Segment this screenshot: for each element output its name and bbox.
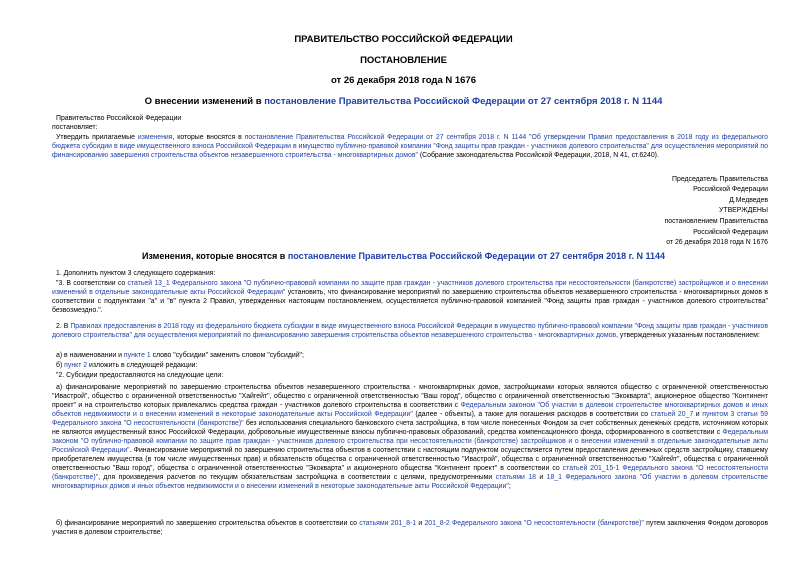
- approved-line-3: Российской Федерации: [693, 229, 768, 236]
- preamble-line-2: постановляет:: [52, 124, 98, 131]
- subparagraph-a: [52, 383, 768, 491]
- doc-type-heading: ПОСТАНОВЛЕНИЕ: [360, 55, 447, 66]
- changes-heading-prefix: Изменения, которые вносятся в: [141, 251, 288, 261]
- p1-text-a: Утвердить прилагаемые: [56, 134, 138, 141]
- para-a-link-5[interactable]: статьей 201_15-1 Федерального закона "О несостоятельности (банкротстве)": [52, 465, 768, 481]
- signature-name: Д.Медведев: [729, 197, 768, 204]
- p1-text-b: , которые вносятся в: [172, 134, 245, 141]
- para-a-text-2: (далее - объекты), а также для погашения расходов в соответствии со: [412, 411, 651, 418]
- subparagraph-b: [52, 519, 768, 537]
- item2a-text-a: а) в наименовании и: [56, 352, 124, 359]
- para-a-text-5: . Финансирование мероприятий по завершению строительства объектов в соответствии с настоящим подпунктом осуществляется путем предоставления денежных средств застройщику, ставшему приобретателем имущества (в том числе имущественных прав) и обязательств общества с ограниченной ответственностью "Ивастрой", общества с ограниченной ответственностью "Хайгейт", общества с ограниченной ответственностью "Ваш город", общества с ограниченной ответственностью "Экокварта" и акционерного общества "Континент проект" в соответствии со: [52, 447, 769, 472]
- approved-line-4: от 26 декабря 2018 года N 1676: [666, 239, 768, 246]
- item-2b: [56, 362, 197, 370]
- para-b-text-2: и: [416, 520, 425, 527]
- item2b-text-a: б): [56, 362, 65, 369]
- item2b-link[interactable]: пункт 2: [64, 362, 88, 369]
- item2a-link[interactable]: пункте 1: [123, 352, 151, 359]
- para-a-text-3: и: [693, 411, 703, 418]
- para-a-link-6[interactable]: статьями 18: [495, 474, 536, 481]
- item1-quote-link[interactable]: статьей 13_1 Федерального закона "О публично-правовой компании по защите прав граждан - участников долевого строительства при несостоятельности (банкротстве) застройщиков и о внесении изменений в отдельные законодательные акты Российской Федерации": [52, 280, 769, 296]
- approved-line-1: УТВЕРЖДЕНЫ: [719, 207, 768, 214]
- para-b-text-3: путем заключения Фондом договоров участия в долевом строительстве;: [52, 520, 768, 536]
- para-a-link-2[interactable]: статьей 20_7: [650, 411, 694, 418]
- p1-link-decree[interactable]: постановление Правительства Российской Федерации от 27 сентября 2018 г. N 1144 "Об утверждении Правил предоставления в 2018 году из федерального бюджета субсидии в виде имущественного взноса Российской Федерации в имущество публично-правовой компании "Фонд защиты прав граждан - участников долевого строительства" для осуществления мероприятий по финансированию завершения строительства объектов незавершенного строительства - многоквартирных домов": [52, 134, 768, 159]
- para-b-text-1: б) финансирование мероприятий по завершению строительства объектов в соответствии со: [56, 520, 360, 527]
- item1-quote-b: установить, что финансирование мероприятий по завершению строительства объектов незавершенного строительства - многоквартирных домов в соответствии с подпунктами "а" и "в" пункта 2 Правил, утвержденных настоящим постановлением, осуществляется публично-правовой компанией "Фонд защиты прав граждан - участников долевого строительства" безвозмездно.".: [52, 289, 768, 314]
- doc-title-prefix: О внесении изменений в: [144, 96, 265, 107]
- para-b-link-2[interactable]: 201_8-2 Федерального закона "О несостоятельности (банкротстве)": [424, 520, 644, 527]
- para-a-link-1[interactable]: Федеральным законом "Об участии в долевом строительстве многоквартирных домов и иных объектов недвижимости и о внесении изменений в некоторые законодательные акты Российской Федерации": [52, 402, 768, 418]
- para-a-link-4[interactable]: Федеральным законом "О публично-правовой компании по защите прав граждан - участников долевого строительства при несостоятельности (банкротстве) застройщиков и о внесении изменений в отдельные законодательные акты Российской Федерации": [52, 429, 768, 454]
- item2b-text-b: изложить в следующей редакции:: [87, 362, 198, 369]
- doc-title: [0, 96, 807, 107]
- item2-text-a: 2. В: [56, 323, 71, 330]
- approved-line-2: постановлением Правительства: [664, 218, 768, 225]
- preamble-line-1: Правительство Российской Федерации: [56, 115, 182, 122]
- para-a-text-1: а) финансирование мероприятий по завершению строительства объектов незавершенного строительства - многоквартирных домов, застройщиками которых являются общество с ограниченной ответственностью "Ивастрой", общество с ограниченной ответственностью "Хайгейт", общество с ограниченной ответственностью "Ваш город", общество с ограниченной ответственностью "Экокварта", акционерное общество "Континент проект" и на строительство которых привлекались средства граждан - участников долевого строительства в соответствии с: [52, 384, 768, 409]
- changes-heading: [0, 251, 807, 261]
- para-a-text-4: без использования специального банковского счета застройщика, в том числе понесенных Фондом за счет собственных денежных средств, источником которых не являются имущественный взнос Российской Федерации, добровольные имущественные взносы публично-правовых образований, средства компенсационного фонда, сформированного в соответствии с: [52, 420, 768, 436]
- changes-heading-link[interactable]: постановление Правительства Российской Федерации от 27 сентября 2018 г. N 1144: [287, 251, 666, 261]
- para-a-text-6: , для произведения расчетов по текущим обязательствам застройщика в соответствии с целями, предусмотренными: [98, 474, 496, 481]
- doc-date-number: от 26 декабря 2018 года N 1676: [330, 75, 476, 86]
- para-b-link-1[interactable]: статьями 201_8-1: [359, 520, 417, 527]
- doc-title-link[interactable]: постановление Правительства Российской Федерации от 27 сентября 2018 г. N 1144: [264, 96, 663, 107]
- item1-quote-a: "3. В соответствии со: [56, 280, 128, 287]
- signature-line-2: Российской Федерации: [693, 186, 768, 193]
- item2a-text-b: слово "субсидии" заменить словом "субсидий";: [150, 352, 304, 359]
- item-2-quote-start: "2. Субсидии предоставляются на следующие цели:: [56, 372, 224, 379]
- item-2a: [56, 352, 304, 360]
- paragraph-approve: [52, 133, 768, 160]
- authority-heading: ПРАВИТЕЛЬСТВО РОССИЙСКОЙ ФЕДЕРАЦИИ: [294, 34, 513, 45]
- signature-line-1: Председатель Правительства: [672, 176, 768, 183]
- para-a-link-7[interactable]: 18_1 Федерального закона "Об участии в долевом строительстве многоквартирных домов и иных объектов недвижимости и о внесении изменений в некоторые законодательные акты Российской Федерации": [52, 474, 768, 490]
- para-a-text-7: и: [535, 474, 547, 481]
- p1-text-c: (Собрание законодательства Российской Федерации, 2018, N 41, ст.6240).: [417, 152, 659, 159]
- item-1-quote: [52, 279, 768, 315]
- para-a-text-8: ;: [508, 483, 511, 490]
- item-2: [52, 322, 768, 340]
- item-1: 1. Дополнить пунктом 3 следующего содержания:: [56, 270, 216, 277]
- item2-link-rules[interactable]: Правилах предоставления в 2018 году из федерального бюджета субсидии в виде имущественного взноса Российской Федерации в имущество публично-правовой компании "Фонд защиты прав граждан - участников долевого строительства" для осуществления мероприятий по финансированию завершения строительства объектов незавершенного строительства - многоквартирных домов: [52, 323, 768, 339]
- para-a-link-3[interactable]: пунктом 3 статьи 59 Федерального закона "О несостоятельности (банкротстве)": [52, 411, 768, 427]
- p1-link-changes[interactable]: изменения: [137, 134, 173, 141]
- item2-text-b: , утвержденных указанным постановлением:: [616, 332, 760, 339]
